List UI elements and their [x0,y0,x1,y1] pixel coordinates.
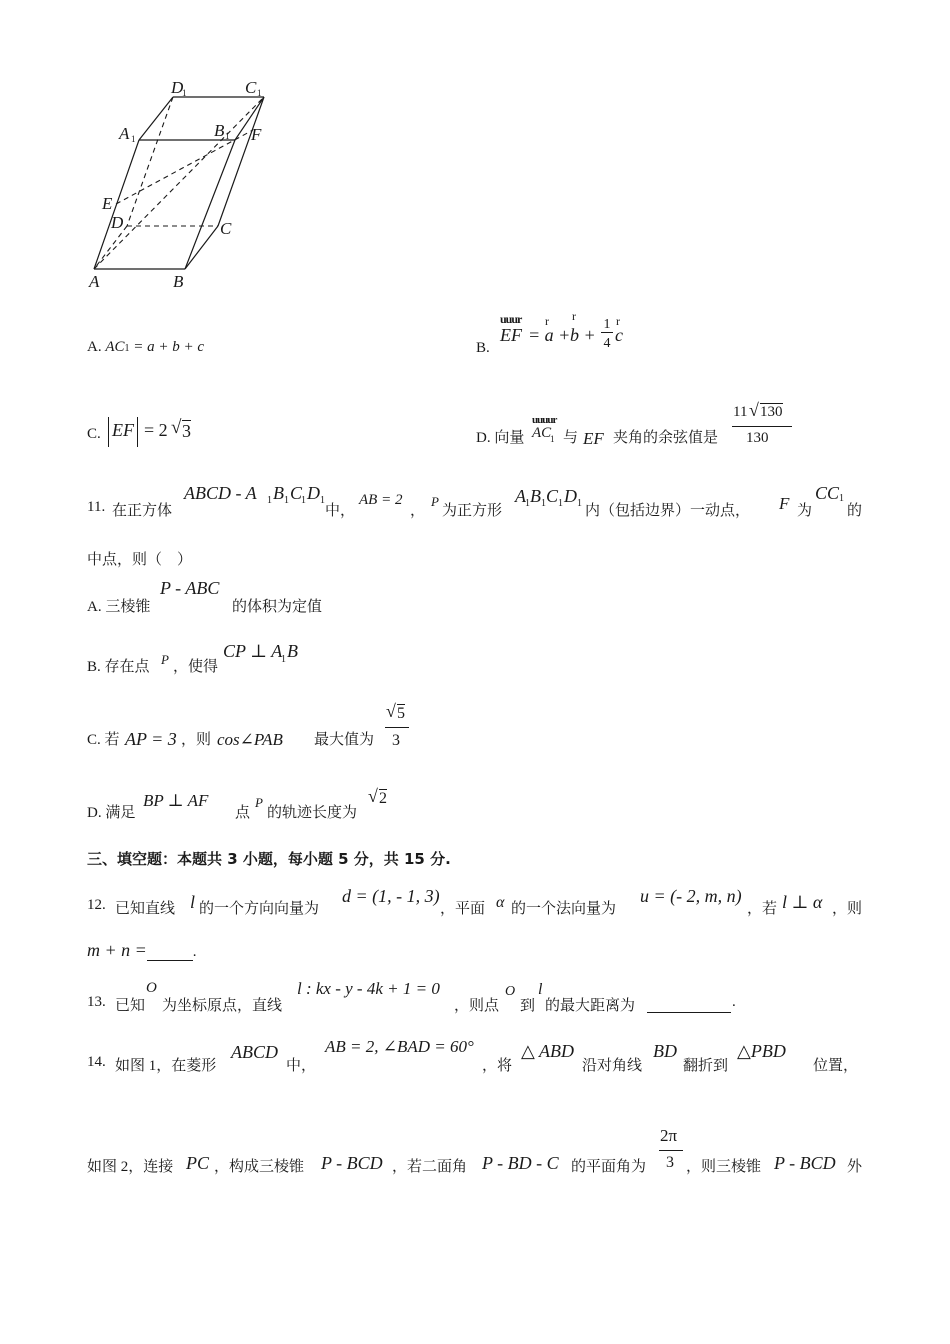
cos-pab: cos∠PAB [217,730,283,749]
sub-1: 1 [839,493,844,504]
section-3-heading: 三、填空题：本题共 3 小题，每小题 5 分，共 15 分. [87,850,451,868]
q12-text: 已知直线 [115,901,176,917]
q12-end: . [192,944,197,960]
perp-cp-a1b: CP ⊥ A [223,641,283,661]
ap-equals-3: AP = 3 [125,729,177,749]
line-equation: l : kx - y - 4k + 1 = 0 [297,979,440,998]
abs-bar-right [137,417,138,447]
sqrt-radicand: 130 [760,404,783,420]
perp-condition: l ⊥ α [782,892,823,912]
cube-name-c: C [290,483,303,503]
sub-1: 1 [301,495,306,506]
option-d-tail: 夹角的余弦值是 [613,430,719,446]
q11-text: ， [410,503,426,519]
q14-text: ，构成三棱锥 [214,1159,305,1175]
sub-1: 1 [577,498,582,509]
direction-vector-d: d = (1, - 1, 3) [342,886,440,906]
option-prefix: B. [476,340,490,356]
answer-blank[interactable] [647,996,731,1013]
q11-stem-line1 [87,483,867,523]
q13-text: 为坐标原点，直线 [162,998,283,1014]
label-C: C [220,219,232,238]
q14-text: ，将 [482,1058,513,1074]
origin-o: O [146,980,157,996]
sqrt-radicand: 3 [182,421,191,441]
option-a-rhs: = a + b + c [133,339,205,355]
label-A1: A [119,124,130,143]
cube-name-d: D [307,483,320,503]
answer-blank[interactable] [147,942,193,961]
q11-stem-line2: 中点，则（ ） [87,552,193,568]
label-C1-sub: 1 [257,88,262,98]
perp-b: B [287,641,298,661]
q14-text: 外 [847,1159,863,1175]
fraction-bar [732,426,792,427]
option-mid: 点 [235,805,251,821]
frac-numerator: 1 [601,318,613,333]
square-c: C [546,486,559,506]
q11-text: 为正方形 [442,503,503,519]
vector-arrow-mark: r [572,309,576,323]
option-tail: 的轨迹长度为 [267,805,358,821]
triangle-abd: △ ABD [521,1041,575,1061]
q10-option-d [476,398,816,454]
sub-1: 1 [281,654,286,665]
q12-text: ，平面 [440,901,486,917]
sub-1: 1 [541,498,546,509]
sqrt-radicand: 2 [379,790,387,807]
point-p: P [161,652,169,667]
vector-arrow-mark: uuur [500,312,522,326]
sub-1: 1 [320,495,325,506]
pyramid-pbcd: P - BCD [774,1153,836,1173]
q14-line1 [87,1036,877,1074]
ab-equals: AB = 2 [359,492,403,508]
m-plus-n: m + n = [87,940,147,960]
sub-1: 1 [284,495,289,506]
vector-arrow-mark: r [545,314,549,328]
q14-line2 [87,1124,877,1178]
option-c-expr: EF [112,420,134,440]
label-B1: B [214,121,225,140]
label-A: A [89,272,100,291]
q13-text: 到 [520,998,536,1014]
label-D1: D [171,78,184,97]
frac-denominator: 3 [392,732,400,749]
label-F: F [251,125,262,144]
point-p: P [255,795,263,810]
pyramid-pbcd: P - BCD [321,1153,383,1173]
point-p: P [431,494,439,509]
cube-name: ABCD - A [184,483,257,503]
dihedral-pbdc: P - BD - C [482,1153,559,1173]
sub-1: 1 [267,495,272,506]
q14-text: 如图 2，连接 [87,1159,174,1175]
fraction-bar [659,1150,683,1151]
vector-arrow-mark: r [616,314,620,328]
fraction-bar [385,727,409,728]
segment-pc: PC [186,1153,210,1173]
rhombus-conditions: AB = 2, ∠BAD = 60° [325,1037,474,1056]
q14-text: 位置， [813,1058,859,1074]
q12-text: 的一个法向量为 [511,901,617,917]
q11-text: 内（包括边界）一动点， [585,503,751,519]
q13-line [87,976,787,1012]
sub-1: 1 [558,498,563,509]
q13-text: 的最大距离为 [545,998,636,1014]
diagonal-bd: BD [653,1041,677,1061]
option-b-rhs-b: b + [570,325,596,345]
line-l: l [538,981,543,998]
option-mid: ，使得 [173,659,219,675]
label-D: D [111,213,124,232]
q14-text: 中， [286,1058,317,1074]
label-E: E [102,194,113,213]
triangle-pbd: △PBD [737,1041,786,1061]
q13-text: 已知 [115,998,146,1014]
square-b: B [530,486,541,506]
option-d-mid: 与 [563,430,579,446]
square-a: A [515,486,526,506]
label-B1-sub: 1 [225,131,230,141]
frac-denominator: 130 [746,430,769,446]
q12-line2 [87,940,197,966]
q12-text: 的一个方向向量为 [199,901,320,917]
option-tail: 最大值为 [314,732,375,748]
question-number: 14. [87,1054,106,1070]
q14-text: ，则三棱锥 [686,1159,762,1175]
option-b-rhs-a: = a + [528,325,571,345]
q13-end: . [732,994,736,1010]
sub-1: 1 [525,498,530,509]
question-number: 11. [87,499,106,515]
q14-text: ，若二面角 [392,1159,468,1175]
frac-numerator-coef: 11 [733,404,748,420]
abs-bar-left [108,417,109,447]
frac-denominator: 3 [666,1154,674,1171]
sqrt-sign: √ [749,400,759,420]
q11-text: 的 [847,503,863,519]
label-A1-sub: 1 [131,134,136,144]
option-b-rhs-c: c [615,325,623,345]
q14-text: 沿对角线 [582,1058,643,1074]
label-D1-sub: 1 [182,88,187,98]
option-prefix: B. 存在点 [87,659,150,675]
vector-ac1: AC [532,425,552,441]
vector-arrow-mark: uuuur [532,414,557,426]
option-b-lhs: EF [500,325,522,345]
cube-name-b: B [273,483,284,503]
sqrt-sign: √ [386,701,396,721]
question-number: 12. [87,897,106,913]
q12-text: ，若 [747,901,778,917]
line-l: l [190,892,196,912]
label-C1: C [245,78,257,97]
origin-o: O [505,984,516,999]
segment-cc1: CC [815,483,840,503]
option-c-rhs: = 2 [144,420,168,440]
point-f: F [779,494,790,513]
sqrt-sign: √ [171,417,182,438]
q14-text: 翻折到 [683,1058,729,1074]
q13-text: ，则点 [454,998,500,1014]
q11-text: 为 [797,503,813,519]
option-prefix: C. [87,426,101,442]
square-d: D [564,486,577,506]
option-tail: 的体积为定值 [232,599,323,615]
normal-vector-u: u = (- 2, m, n) [640,886,742,906]
plane-alpha: α [496,894,505,911]
option-prefix: A. 三棱锥 [87,599,151,615]
vector-ac1-sub: 1 [550,434,555,444]
q12-line1 [87,883,877,919]
frac-denominator: 4 [603,336,611,351]
q11-text: 中， [325,503,356,519]
sqrt-radicand: 5 [397,705,405,722]
question-number: 13. [87,994,106,1010]
rhombus-abcd: ABCD [231,1042,278,1062]
option-prefix: D. 满足 [87,805,136,821]
parallelepiped-figure [80,70,280,300]
pyramid-pabc: P - ABC [160,578,220,598]
perp-bp-af: BP ⊥ AF [143,791,209,810]
option-prefix: C. 若 [87,732,120,748]
option-a-sub: 1 [124,343,130,354]
label-B: B [173,272,184,291]
vector-ef: EF [583,429,604,448]
q14-text: 如图 1，在菱形 [115,1058,217,1074]
q10-option-a [87,339,204,356]
q14-text: 的平面角为 [571,1159,647,1175]
option-mid: ，则 [181,732,212,748]
sqrt-sign: √ [368,786,378,806]
q12-text: ，则 [832,901,863,917]
option-prefix: A. [87,339,102,355]
option-a-lhs: AC [105,339,125,355]
frac-numerator: 2π [660,1126,678,1145]
option-prefix: D. 向量 [476,430,525,446]
q11-stem-text: 在正方体 [112,503,173,519]
